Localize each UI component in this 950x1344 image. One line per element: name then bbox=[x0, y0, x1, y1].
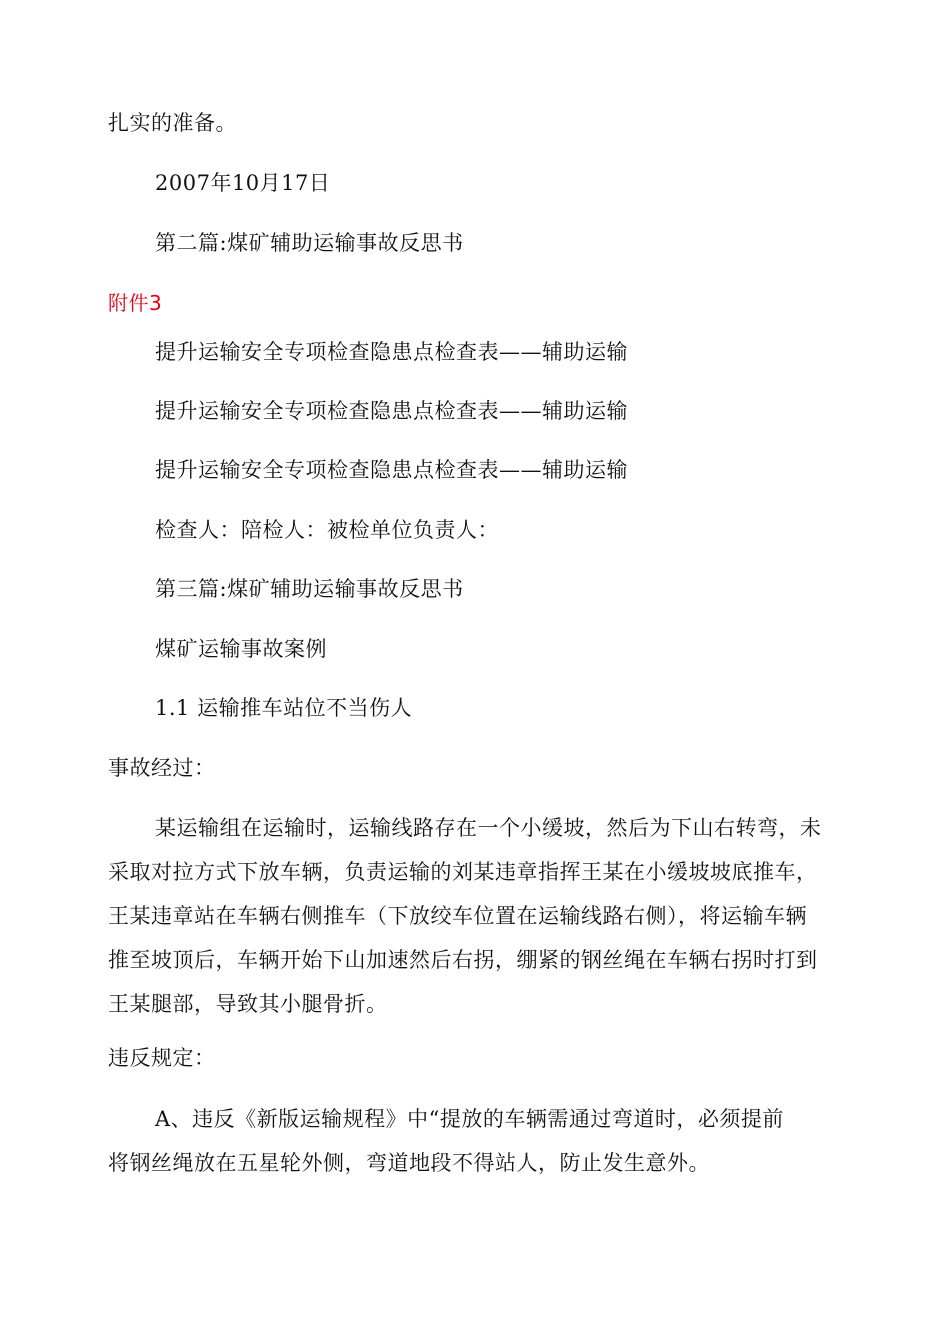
paragraph-line: 将钢丝绳放在五星轮外侧，弯道地段不得站人，防止发生意外。 bbox=[108, 1151, 710, 1175]
paragraph-line: 王某腿部，导致其小腿骨折。 bbox=[108, 992, 388, 1016]
violation-label: 违反规定： bbox=[108, 1046, 216, 1070]
heading-part-three: 第三篇:煤矿辅助运输事故反思书 bbox=[155, 577, 464, 601]
case-title: 煤矿运输事故案例 bbox=[155, 637, 327, 661]
paragraph-line: 王某违章站在车辆右侧推车（下放绞车位置在运输线路右侧），将运输车辆 bbox=[108, 904, 807, 928]
checklist-title-1: 提升运输安全专项检查隐患点检查表——辅助运输 bbox=[155, 340, 628, 364]
checklist-title-2: 提升运输安全专项检查隐患点检查表——辅助运输 bbox=[155, 399, 628, 423]
checklist-title-3: 提升运输安全专项检查隐患点检查表——辅助运输 bbox=[155, 458, 628, 482]
paragraph-line: 推至坡顶后，车辆开始下山加速然后右拐，绷紧的钢丝绳在车辆右拐时打到 bbox=[108, 948, 818, 972]
process-paragraph bbox=[108, 806, 858, 1026]
violation-paragraph bbox=[108, 1097, 858, 1185]
process-label: 事故经过： bbox=[108, 756, 216, 780]
paragraph-line: 采取对拉方式下放车辆，负责运输的刘某违章指挥王某在小缓坡坡底推车， bbox=[108, 860, 818, 884]
inspectors-line: 检查人：陪检人：被检单位负责人： bbox=[155, 518, 499, 542]
date-line: 2007年10月17日 bbox=[155, 171, 331, 195]
paragraph-line: 某运输组在运输时，运输线路存在一个小缓坡，然后为下山右转弯，未 bbox=[155, 816, 822, 840]
section-title: 1.1 运输推车站位不当伤人 bbox=[155, 696, 413, 720]
paragraph-line: A、违反《新版运输规程》中“提放的车辆需通过弯道时，必须提前 bbox=[155, 1107, 784, 1131]
heading-part-two: 第二篇:煤矿辅助运输事故反思书 bbox=[155, 231, 464, 255]
text-line-preparation: 扎实的准备。 bbox=[108, 111, 237, 135]
attachment-label: 附件3 bbox=[108, 291, 163, 315]
